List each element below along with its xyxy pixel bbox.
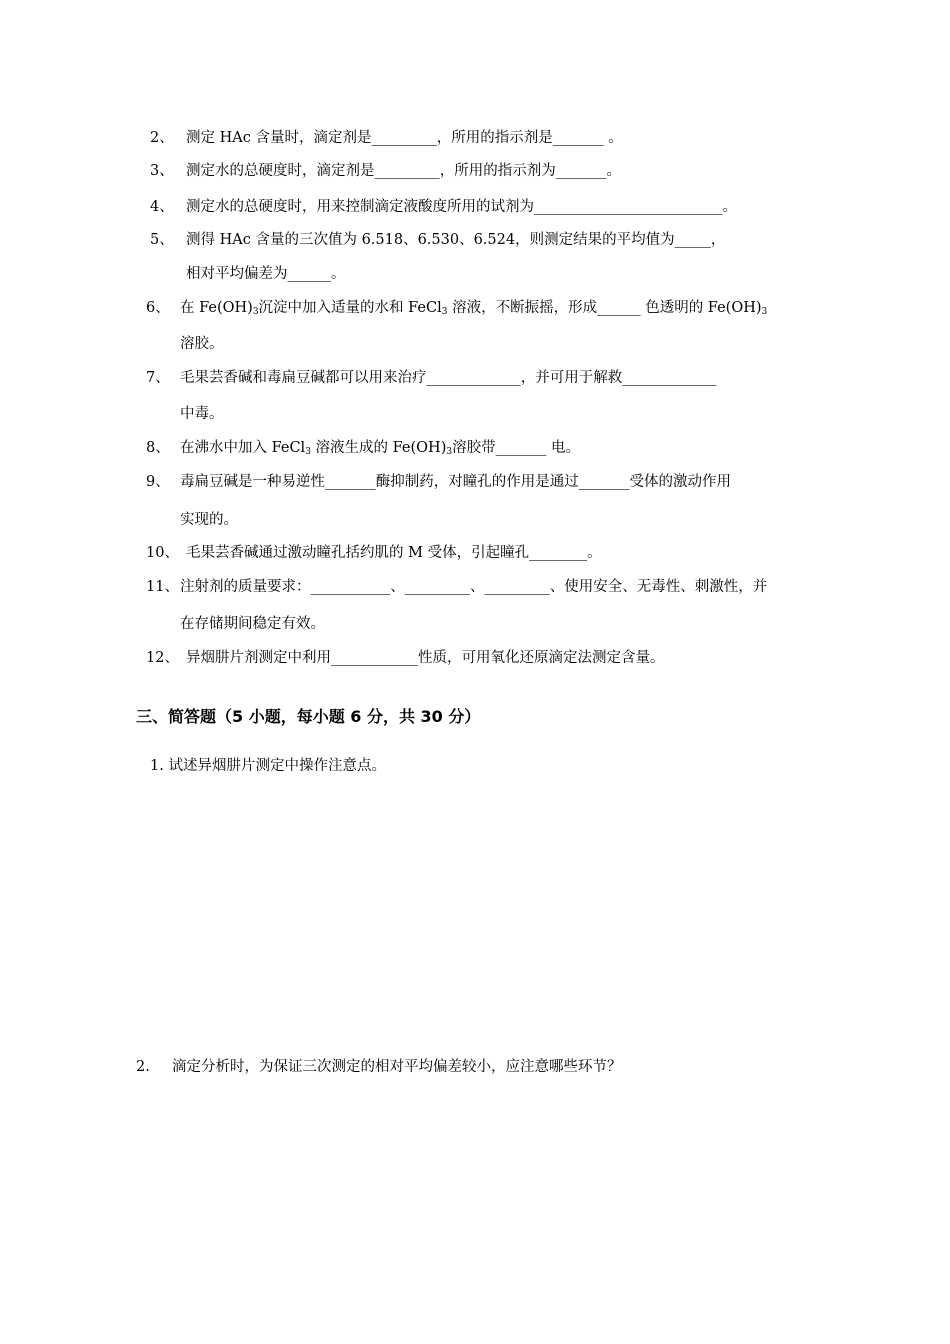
question-text-part: 在 Fe(OH) (180, 300, 253, 316)
subscript: 3 (252, 307, 259, 317)
question-text-part: 沉淀中加入适量的水和 FeCl (258, 300, 442, 316)
question-text-part: 溶液，不断振摇，形成______ 色透明的 Fe(OH) (447, 300, 762, 316)
question-6-continued: 溶胶。 (180, 336, 224, 352)
question-3 (150, 161, 621, 181)
question-9 (146, 472, 731, 492)
question-text-part: 溶胶带_______ 电。 (452, 440, 580, 456)
question-number: 10、 (146, 545, 179, 561)
question-text: 测定水的总硬度时，滴定剂是_________，所用的指示剂为_______。 (186, 163, 621, 179)
subscript: 3 (446, 447, 453, 457)
question-4 (150, 197, 737, 217)
question-7-continued: 中毒。 (180, 406, 224, 422)
short-answer-question-1: 1. 试述异烟肼片测定中操作注意点。 (150, 758, 386, 774)
question-number: 9、 (146, 474, 170, 490)
subscript: 3 (761, 307, 768, 317)
question-number: 3、 (150, 163, 174, 179)
question-12 (146, 648, 665, 668)
question-8 (146, 438, 580, 462)
question-text: 毛果芸香碱通过激动瞳孔括约肌的 M 受体，引起瞳孔________。 (186, 545, 602, 561)
question-text: 测定水的总硬度时，用来控制滴定液酸度所用的试剂为__________________________。 (186, 199, 737, 215)
question-number: 2. (136, 1059, 150, 1075)
question-text: 毒扁豆碱是一种易逆性_______酶抑制药，对瞳孔的作用是通过_______受体的激动作用 (180, 474, 731, 490)
question-text-part: 在沸水中加入 FeCl (180, 440, 306, 456)
question-text: 测定 HAc 含量时，滴定剂是_________，所用的指示剂是_______ 。 (186, 130, 623, 146)
question-number: 7、 (146, 370, 170, 386)
question-text: 测得 HAc 含量的三次值为 6.518、6.530、6.524，则测定结果的平均值为_____， (186, 232, 726, 248)
section-heading: 三、简答题（5 小题，每小题 6 分，共 30 分） (136, 707, 481, 726)
question-11 (146, 577, 767, 597)
question-text: 注射剂的质量要求：___________、_________、_________、使用安全、无毒性、刺激性，并 (180, 579, 768, 595)
question-5 (150, 230, 725, 250)
question-11-continued: 在存储期间稳定有效。 (180, 616, 325, 632)
question-number: 8、 (146, 440, 170, 456)
subscript: 3 (441, 307, 448, 317)
question-number: 11、 (146, 579, 179, 595)
question-number: 4、 (150, 199, 174, 215)
question-10 (146, 543, 602, 563)
question-9-continued: 实现的。 (180, 512, 238, 528)
question-number: 5、 (150, 232, 174, 248)
question-7 (146, 368, 717, 388)
short-answer-question-2 (136, 1057, 622, 1077)
question-text: 异烟肼片剂测定中利用____________性质，可用氧化还原滴定法测定含量。 (186, 650, 665, 666)
question-text: 滴定分析时，为保证三次测定的相对平均偏差较小，应注意哪些环节？ (172, 1059, 622, 1075)
question-number: 2、 (150, 130, 174, 146)
question-6 (146, 298, 767, 322)
question-text-part: 溶液生成的 Fe(OH) (310, 440, 447, 456)
question-number: 12、 (146, 650, 179, 666)
question-number: 6、 (146, 300, 170, 316)
question-2 (150, 128, 623, 148)
question-text: 毛果芸香碱和毒扁豆碱都可以用来治疗_____________，并可用于解救_____________ (180, 370, 717, 386)
subscript: 3 (305, 447, 311, 457)
question-5-continued: 相对平均偏差为______。 (186, 266, 346, 282)
